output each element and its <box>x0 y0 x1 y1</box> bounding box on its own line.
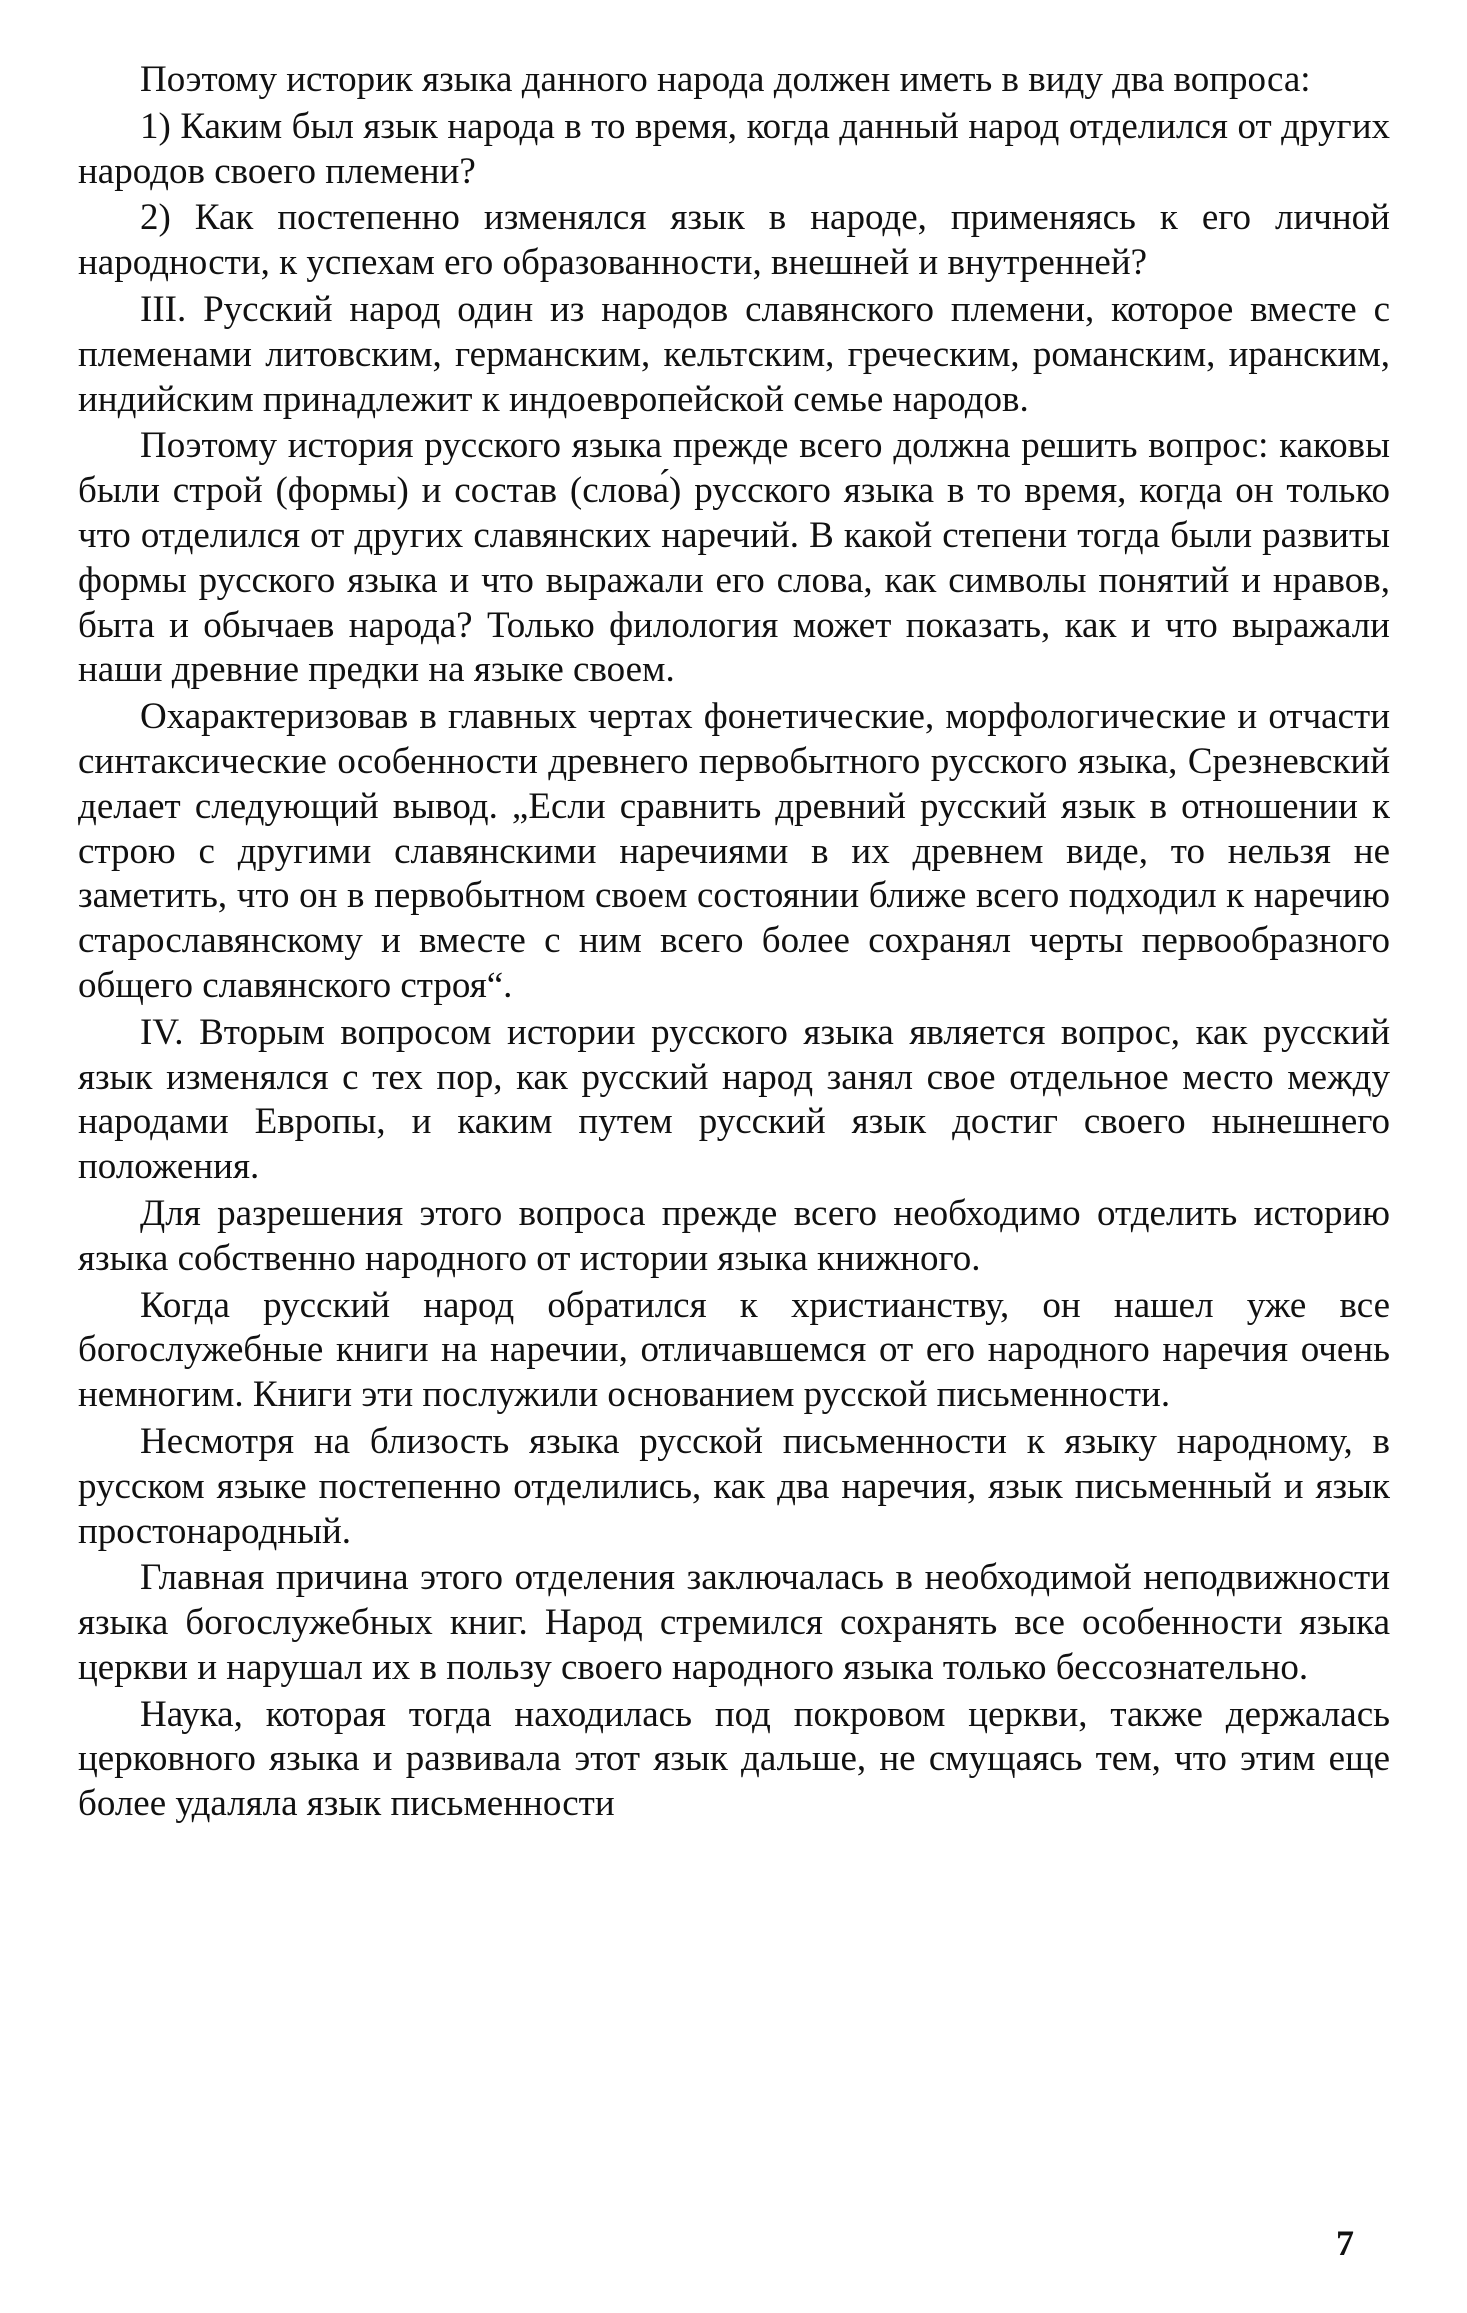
paragraph-11: Главная причина этого отделения заключалась в необходимой неподвижности языка богослужебных книг. Народ стремился сохранять все особенности языка церкви и нарушал их в пользу своего народного языка только бессознательно. <box>78 1557 1390 1688</box>
paragraph-12: Наука, которая тогда находилась под покровом церкви, также держалась церковного языка и развивала этот язык дальше, не смущаясь тем, что этим еще более удаляла язык письменности <box>78 1693 1390 1825</box>
paragraph-3: 2) Как постепенно изменялся язык в народе, применяясь к его личной народности, к успехам его образованности, внешней и внутренней? <box>78 197 1390 284</box>
body-text <box>78 58 1390 1829</box>
paragraph-4: III. Русский народ один из народов славянского племени, которое вместе с племенами литовским, германским, кельтским, греческим, романским, иранским, индийским принадлежит к индоевропейской семье народов. <box>78 288 1390 420</box>
paragraph-5: Поэтому история русского языка прежде всего должна решить вопрос: каковы были строй (формы) и состав (слова́) русского языка в то время, когда он только что отделился от других славянских наречий. В какой степени тогда были развиты формы русского языка и что выражали его слова, как символы понятий и нравов, быта и обычаев народа? Только филология может показать, как и что выражали наши древние предки на языке своем. <box>78 425 1390 691</box>
paragraph-9: Когда русский народ обратился к христианству, он нашел уже все богослужебные книги на наречии, отличавшемся от его народного наречия очень немногим. Книги эти послужили основанием русской письменности. <box>78 1284 1390 1416</box>
paragraph-8: Для разрешения этого вопроса прежде всего необходимо отделить историю языка собственно народного от истории языка книжного. <box>78 1192 1390 1279</box>
paragraph-2: 1) Каким был язык народа в то время, когда данный народ отделился от других народов своего племени? <box>78 105 1390 192</box>
paragraph-7: IV. Вторым вопросом истории русского языка является вопрос, как русский язык изменялся с тех пор, как русский народ занял свое отдельное место между народами Европы, и каким путем русский язык достиг своего нынешнего положения. <box>78 1011 1390 1188</box>
paragraph-10: Несмотря на близость языка русской письменности к языку народному, в русском языке постепенно отделились, как два наречия, язык письменный и язык простонародный. <box>78 1420 1390 1552</box>
paragraph-6: Охарактеризовав в главных чертах фонетические, морфологические и отчасти синтаксические особенности древнего первобытного русского языка, Срезневский делает следующий вывод. „Если сравнить древний русский язык в отношении к строю с другими славянскими наречиями в их древнем виде, то нельзя не заметить, что он в первобытном своем состоянии ближе всего подходил к наречию старославянскому и вместе с ним всего более сохранял черты первообразного общего славянского строя“. <box>78 696 1390 1006</box>
paragraph-1: Поэтому историк языка данного народа должен иметь в виду два вопроса: <box>140 59 1311 100</box>
page-number: 7 <box>1336 2223 1354 2263</box>
